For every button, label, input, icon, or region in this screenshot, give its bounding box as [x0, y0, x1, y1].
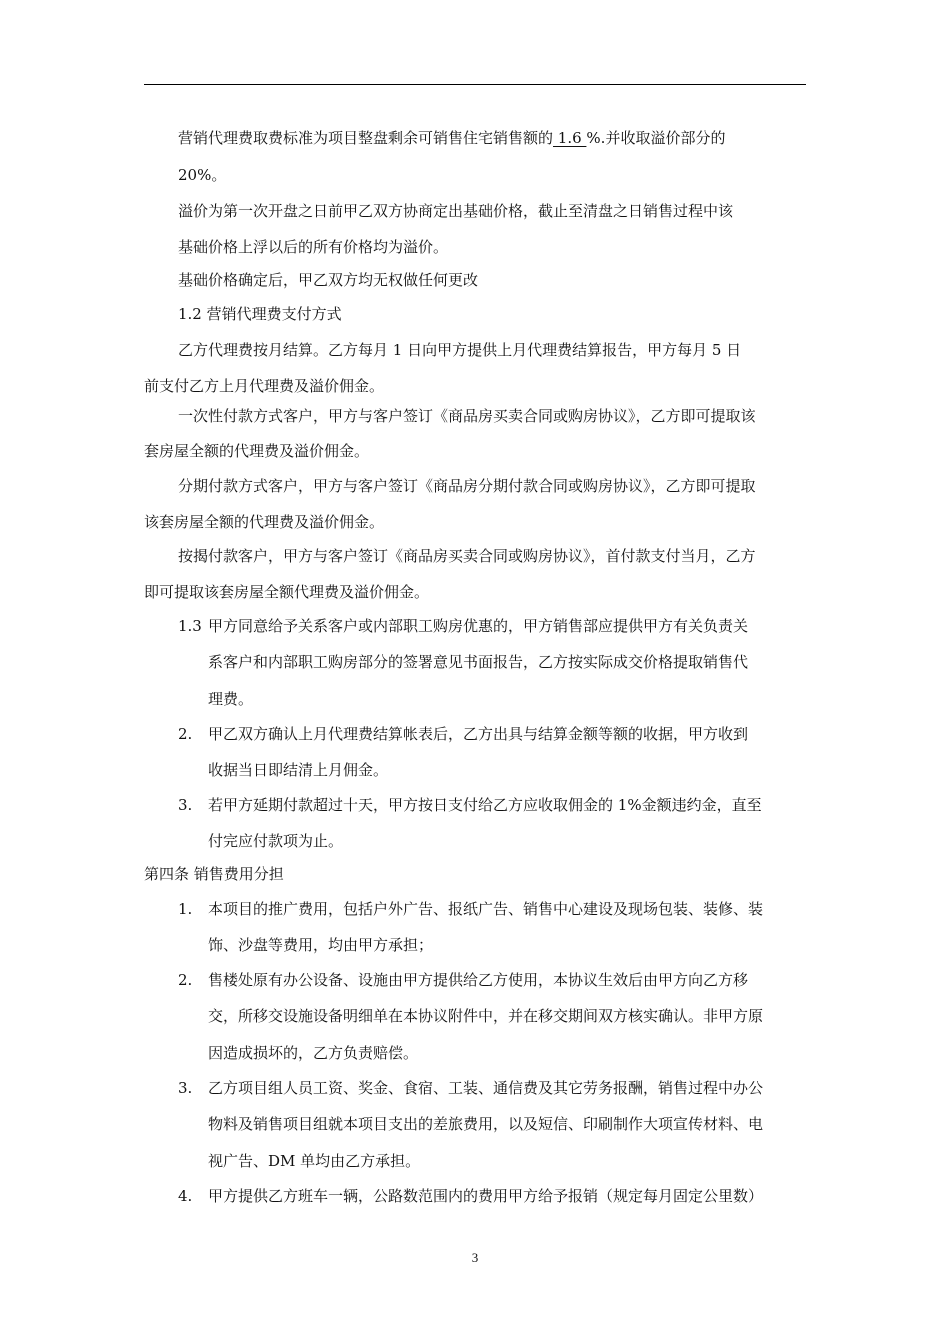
paragraph-lump-sum: 一次性付款方式客户，甲方与客户签订《商品房买卖合同或购房协议》，乙方即可提取该 — [178, 407, 756, 425]
paragraph-installment: 分期付款方式客户，甲方与客户签订《商品房分期付款合同或购房协议》，乙方即可提取 — [178, 477, 756, 495]
article-4-item-3-line-1 — [178, 1078, 763, 1098]
paragraph-installment-cont: 该套房屋全额的代理费及溢价佣金。 — [144, 513, 385, 531]
clause-1-3-text: 甲方同意给予关系客户或内部职工购房优惠的，甲方销售部应提供甲方有关负责关 — [208, 617, 749, 635]
paragraph-mortgage: 按揭付款客户，甲方与客户签订《商品房买卖合同或购房协议》，首付款支付当月，乙方 — [178, 547, 756, 565]
list-item-3-line-1 — [178, 795, 762, 815]
article-4-item-4-line-1 — [178, 1186, 763, 1206]
list-item-number: 2. — [178, 725, 193, 743]
list-item-text: 本项目的推广费用，包括户外广告、报纸广告、销售中心建设及现场包装、装修、装 — [208, 900, 764, 918]
clause-1-3-line-1 — [178, 616, 748, 636]
paragraph-premium-def: 溢价为第一次开盘之日前甲乙双方协商定出基础价格，截止至清盘之日销售过程中该 — [178, 202, 734, 220]
paragraph-fee-standard-cont: 20%。 — [178, 166, 227, 184]
paragraph-premium-def-cont: 基础价格上浮以后的所有价格均为溢价。 — [178, 238, 449, 256]
article-4-item-2-line-2: 交，所移交设施设备明细单在本协议附件中，并在移交期间双方核实确认。非甲方原 — [208, 1007, 764, 1025]
article-4-item-1-line-2: 饰、沙盘等费用，均由甲方承担； — [208, 936, 434, 954]
fee-standard-text: 营销代理费取费标准为项目整盘剩余可销售住宅销售额的 — [178, 129, 554, 147]
clause-1-3-line-2: 系客户和内部职工购房部分的签署意见书面报告，乙方按实际成交价格提取销售代 — [208, 653, 749, 671]
paragraph-monthly-settlement: 乙方代理费按月结算。乙方每月 1 日向甲方提供上月代理费结算报告，甲方每月 5 日 — [178, 341, 742, 359]
paragraph-fee-standard — [178, 128, 725, 148]
section-heading-1-2: 1.2 营销代理费支付方式 — [178, 305, 342, 323]
list-item-text: 乙方项目组人员工资、奖金、食宿、工装、通信费及其它劳务报酬，销售过程中办公 — [208, 1079, 764, 1097]
list-item-number: 4. — [178, 1187, 193, 1205]
list-item-number: 3. — [178, 1079, 193, 1097]
list-item-number: 2. — [178, 971, 193, 989]
list-item-number: 1. — [178, 900, 193, 918]
clause-1-3-number: 1.3 — [178, 617, 202, 635]
article-4-item-1-line-1 — [178, 899, 763, 919]
paragraph-lump-sum-cont: 套房屋全额的代理费及溢价佣金。 — [144, 442, 370, 460]
list-item-number: 3. — [178, 796, 193, 814]
paragraph-mortgage-cont: 即可提取该套房屋全额代理费及溢价佣金。 — [144, 583, 430, 601]
list-item-text: 若甲方延期付款超过十天，甲方按日支付给乙方应收取佣金的 1%金额违约金，直至 — [208, 796, 762, 814]
page-number: 3 — [471, 1250, 479, 1265]
list-item-2-line-1 — [178, 724, 748, 744]
list-item-3-line-2: 付完应付款项为止。 — [208, 832, 344, 850]
paragraph-monthly-settlement-cont: 前支付乙方上月代理费及溢价佣金。 — [144, 377, 385, 395]
article-4-heading: 第四条 销售费用分担 — [144, 865, 284, 883]
fee-rate-value: 1.6 — [553, 129, 587, 147]
clause-1-3-line-3: 理费。 — [208, 690, 254, 708]
article-4-item-3-line-2: 物料及销售项目组就本项目支出的差旅费用，以及短信、印刷制作大项宣传材料、电 — [208, 1115, 764, 1133]
paragraph-base-price: 基础价格确定后，甲乙双方均无权做任何更改 — [178, 271, 479, 289]
header-rule — [144, 84, 806, 85]
fee-standard-text-tail: %.并收取溢价部分的 — [586, 129, 726, 147]
list-item-text: 甲方提供乙方班车一辆，公路数范围内的费用甲方给予报销（规定每月固定公里数） — [208, 1187, 764, 1205]
list-item-text: 售楼处原有办公设备、设施由甲方提供给乙方使用，本协议生效后由甲方向乙方移 — [208, 971, 749, 989]
list-item-2-line-2: 收据当日即结清上月佣金。 — [208, 761, 389, 779]
article-4-item-2-line-1 — [178, 970, 748, 990]
list-item-text: 甲乙双方确认上月代理费结算帐表后，乙方出具与结算金额等额的收据，甲方收到 — [208, 725, 749, 743]
article-4-item-2-line-3: 因造成损坏的，乙方负责赔偿。 — [208, 1044, 419, 1062]
article-4-item-3-line-3: 视广告、DM 单均由乙方承担。 — [208, 1152, 421, 1170]
